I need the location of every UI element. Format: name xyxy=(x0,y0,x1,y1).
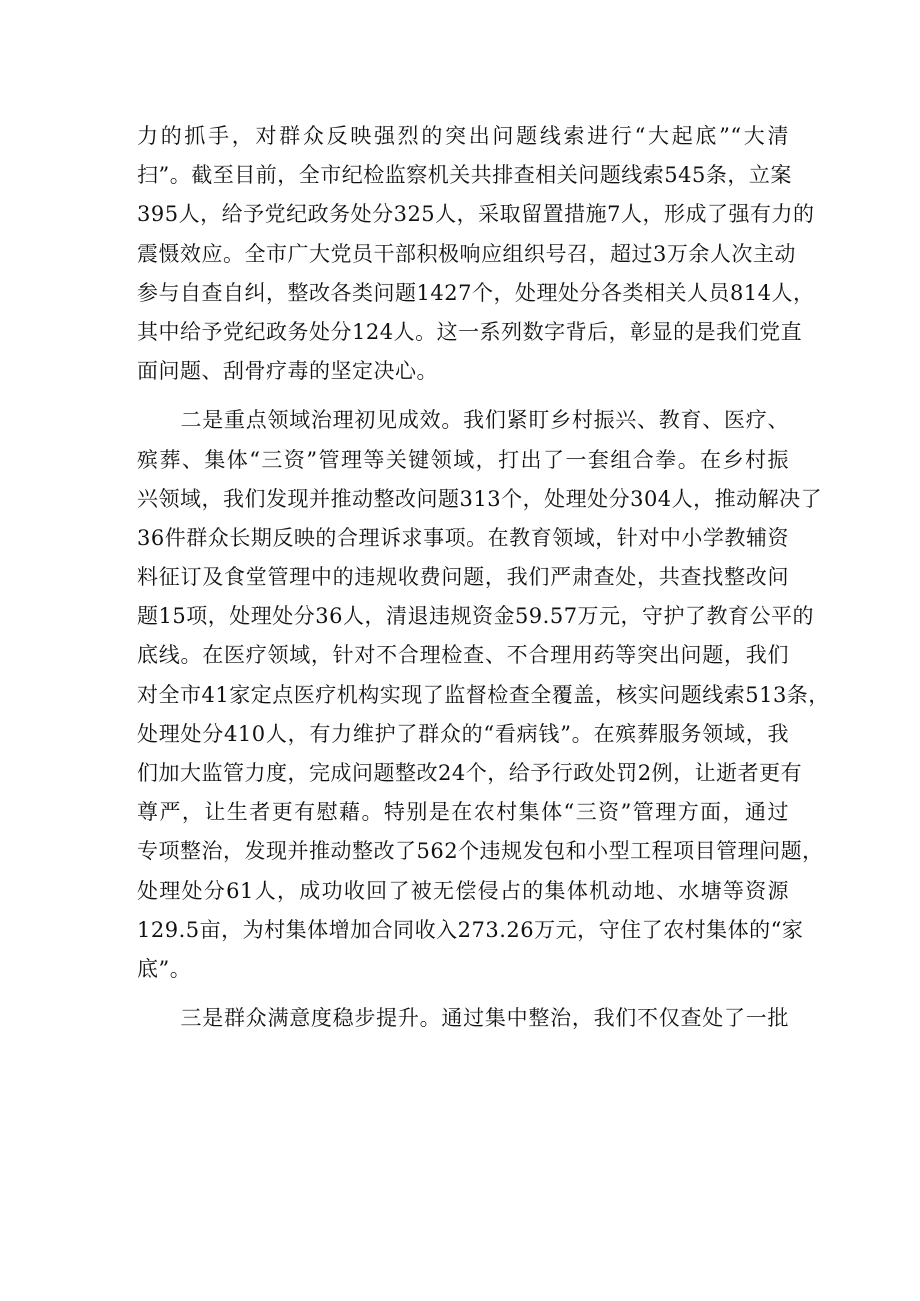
text-line: 底”。 xyxy=(137,956,192,981)
text-line: 对全市41家定点医疗机构实现了监督检查全覆盖，核实问题线索513条， xyxy=(137,682,830,707)
text-line: 其中给予党纪政务处分124人。这一系列数字背后，彰显的是我们党直 xyxy=(137,319,803,344)
text-line: 题15项，处理处分36人，清退违规资金59.57万元，守护了教育公平的 xyxy=(137,604,815,629)
text-line: 底线。在医疗领域，针对不合理检查、不合理用药等突出问题，我们 xyxy=(137,643,789,668)
paragraph-satisfaction xyxy=(137,999,789,1038)
text-line: 震慑效应。全市广大党员干部积极响应组织号召，超过3万余人次主动 xyxy=(137,241,796,266)
text-line: 专项整治，发现并推动整改了562个违规发包和小型工程项目管理问题， xyxy=(137,839,824,864)
text-line: 二是重点领域治理初见成效。我们紧盯乡村振兴、教育、医疗、 xyxy=(137,408,789,433)
text-line: 们加大监管力度，完成问题整改24个，给予行政处罚2例，让逝者更有 xyxy=(137,761,803,785)
text-line: 料征订及食堂管理中的违规收费问题，我们严肃查处，共查找整改问 xyxy=(137,565,789,590)
text-line: 三是群众满意度稳步提升。通过集中整治，我们不仅查处了一批 xyxy=(137,1006,789,1031)
text-line: 尊严，让生者更有慰藉。特别是在农村集体“三资”管理方面，通过 xyxy=(137,800,789,825)
text-line: 殡葬、集体“三资”管理等关键领域，打出了一套组合拳。在乡村振 xyxy=(137,447,789,472)
paragraph-results-summary xyxy=(137,117,815,391)
paragraph-spacer xyxy=(137,391,789,401)
text-line: 参与自查自纠，整改各类问题1427个，处理处分各类相关人员814人， xyxy=(137,280,815,305)
text-line: 兴领域，我们发现并推动整改问题313个，处理处分304人，推动解决了 xyxy=(137,486,823,511)
text-line: 395人，给予党纪政务处分325人，采取留置措施7人，形成了强有力的 xyxy=(137,202,815,227)
text-line: 处理处分61人，成功收回了被无偿侵占的集体机动地、水塘等资源 xyxy=(137,878,789,903)
text-line: 力的抓手，对群众反映强烈的突出问题线索进行“大起底”“大清 xyxy=(137,124,789,148)
text-line: 扫”。截至目前，全市纪检监察机关共排查相关问题线索545条，立案 xyxy=(137,163,792,188)
text-line: 面问题、刮骨疗毒的坚定决心。 xyxy=(137,359,438,384)
text-line: 处理处分410人，有力维护了群众的“看病钱”。在殡葬服务领域，我 xyxy=(137,721,789,746)
document-body xyxy=(137,117,830,1038)
text-line: 36件群众长期反映的合理诉求事项。在教育领域，针对中小学教辅资 xyxy=(137,525,789,550)
paragraph-key-areas xyxy=(137,401,830,989)
paragraph-spacer xyxy=(137,989,789,999)
text-line: 129.5亩，为村集体增加合同收入273.26万元，守住了农村集体的“家 xyxy=(137,917,804,942)
